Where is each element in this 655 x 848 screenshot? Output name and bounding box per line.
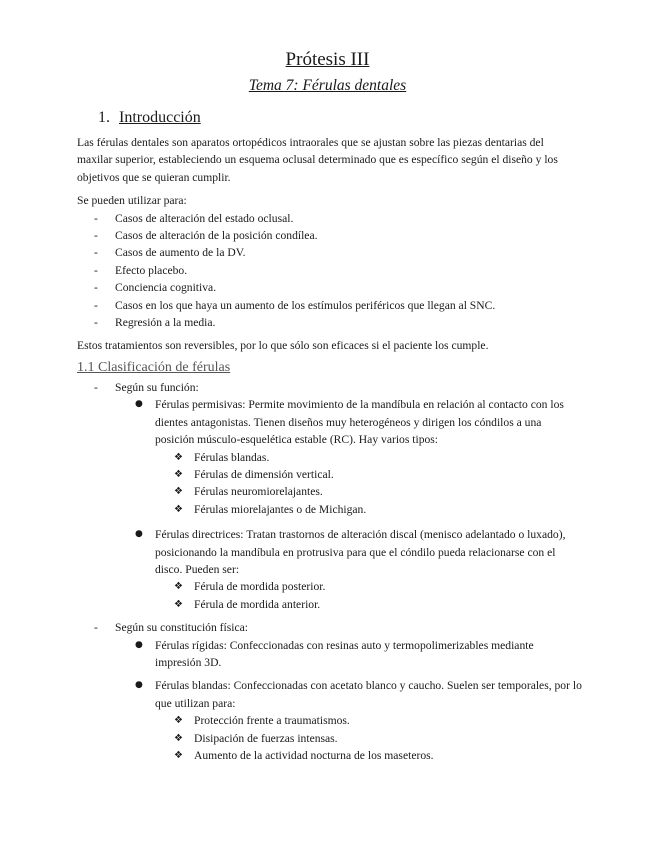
list-item: - Casos de alteración del estado oclusal. [77, 210, 582, 227]
intro-paragraph: Las férulas dentales son aparatos ortopédicos intraorales que se ajustan sobre las piezas dentarias del maxilar superior, estableciendo un esquema oclusal determinado que es específico según el diseño y los objetivos que se quieran cumplir. [77, 136, 558, 184]
rigidas-text: Férulas rígidas: Confeccionadas con resinas auto y termopolimerizables mediante impresión 3D. [155, 638, 534, 669]
directrices-types [155, 578, 582, 613]
reversible-note: Estos tratamientos son reversibles, por lo que sólo son eficaces si el paciente los cumple. [77, 339, 489, 353]
classification-by-function [77, 379, 582, 613]
list-item: ❖ Férula de mordida posterior. [77, 578, 582, 595]
blandas-uses [155, 712, 582, 764]
section-heading-introduccion [98, 107, 201, 129]
list-item: ❖ Férula de mordida anterior. [77, 596, 582, 613]
blandas-text: Férulas blandas: Confeccionadas con acetato blanco y caucho. Suelen ser temporales, por lo que utilizan para: [155, 679, 582, 710]
list-item: ❖ Férulas blandas. [77, 449, 582, 466]
list-item-directrices [77, 526, 582, 613]
uses-list [77, 210, 582, 332]
classification-by-constitution [77, 619, 582, 764]
subsection-heading-clasificacion: 1.1 Clasificación de férulas [77, 359, 231, 375]
list-item: ❖ Disipación de fuerzas intensas. [77, 730, 582, 747]
function-types-list [77, 396, 582, 613]
list-item: ❖ Férulas de dimensión vertical. [77, 466, 582, 483]
constitution-types-list [77, 637, 582, 765]
permisivas-text: Férulas permisivas: Permite movimiento de la mandíbula en relación al contacto con los dientes antagonistas. Tienen diseños muy heterogéneos y dirigen los cóndilos a una posición músculo-esquelética estable (RC). Hay varios tipos: [155, 398, 564, 447]
by-constitution-label: Según su constitución física: [115, 621, 248, 635]
directrices-text: Férulas directrices: Tratan trastornos de alteración discal (menisco adelantado o luxado), posicionando la mandíbula en protrusiva para que el cóndilo pueda relacionarse con el disco. Pueden ser: [155, 528, 566, 576]
list-item: - Conciencia cognitiva. [77, 279, 582, 296]
list-item: ❖ Férulas miorelajantes o de Michigan. [77, 501, 582, 518]
list-item: - Casos en los que haya un aumento de los estímulos periféricos que llegan al SNC. [77, 297, 582, 314]
list-item-permisivas [77, 396, 582, 518]
list-item: ❖ Férulas neuromiorelajantes. [77, 483, 582, 500]
list-item: ❖ Aumento de la actividad nocturna de los maseteros. [77, 747, 582, 764]
by-function-label: Según su función: [115, 380, 199, 394]
list-item: ❖ Protección frente a traumatismos. [77, 712, 582, 729]
list-item: - Regresión a la media. [77, 314, 582, 331]
list-item-rigidas [77, 637, 582, 672]
list-item: - Casos de alteración de la posición condílea. [77, 227, 582, 244]
uses-label: Se pueden utilizar para: [77, 194, 187, 208]
document-body [77, 134, 582, 764]
document-title: Prótesis III [285, 49, 370, 70]
list-item: - Casos de aumento de la DV. [77, 244, 582, 261]
document-subtitle: Tema 7: Férulas dentales [248, 77, 407, 94]
list-item-blandas [77, 677, 582, 764]
section-title: Introducción [119, 109, 201, 126]
classification-list [77, 379, 582, 765]
permisivas-types [155, 449, 582, 519]
section-number: 1. [98, 109, 110, 126]
list-item: - Efecto placebo. [77, 262, 582, 279]
